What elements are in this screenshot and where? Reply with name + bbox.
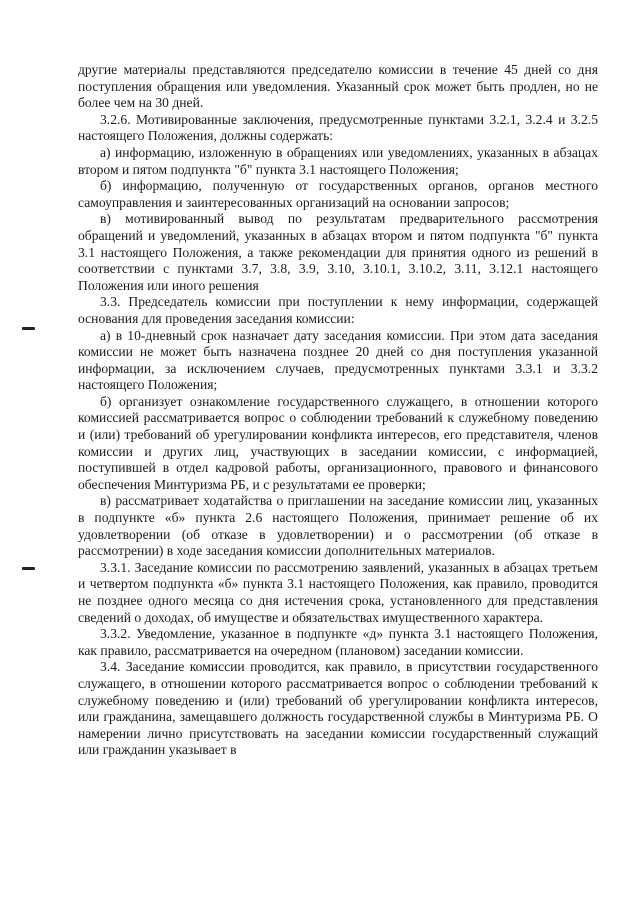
margin-mark (22, 567, 35, 570)
margin-mark (22, 327, 35, 330)
paragraph: 3.3. Председатель комиссии при поступлении к нему информации, содержащей основания для проведения заседания комиссии: (78, 294, 598, 326)
paragraph: в) мотивированный вывод по результатам предварительного рассмотрения обращений и уведомлений, указанных в абзацах втором и пятом подпункта "б" пункта 3.1 настоящего Положения, а также рекомендации для принятия одного из решений в соответствии с пунктами 3.7, 3.8, 3.9, 3.10, 3.10.1, 3.10.2, 3.11, 3.12.1 настоящего Положения или иного решения (78, 211, 598, 293)
paragraph: б) организует ознакомление государственного служащего, в отношении которого комиссией рассматривается вопрос о соблюдении требований к служебному поведению и (или) требований об урегулировании конфликта интересов, его представителя, членов комиссии и других лиц, участвующих в заседании комиссии, с информацией, поступившей в отдел кадровой работы, организационного, правового и финансового обеспечения Минтуризма РБ, и с результатами ее проверки; (78, 393, 598, 492)
paragraph: а) в 10-дневный срок назначает дату заседания комиссии. При этом дата заседания комиссии не может быть назначена позднее 20 дней со дня поступления указанной информации, за исключением случаев, предусмотренных пунктами 3.3.1 и 3.3.2 настоящего Положения; (78, 327, 598, 393)
paragraph: 3.3.2. Уведомление, указанное в подпункте «д» пункта 3.1 настоящего Положения, как правило, рассматривается на очередном (плановом) заседании комиссии. (78, 626, 598, 658)
paragraph: 3.2.6. Мотивированные заключения, предусмотренные пунктами 3.2.1, 3.2.4 и 3.2.5 настоящего Положения, должны содержать: (78, 111, 598, 144)
paragraph: другие материалы представляются председателю комиссии в течение 45 дней со дня поступления обращения или уведомления. Указанный срок может быть продлен, но не более чем на 30 дней. (78, 62, 598, 111)
paragraph: б) информацию, полученную от государственных органов, органов местного самоуправления и заинтересованных организаций на основании запросов; (78, 178, 598, 210)
paragraph: 3.3.1. Заседание комиссии по рассмотрению заявлений, указанных в абзацах третьем и четвертом подпункта «б» пункта 3.1 настоящего Положения, как правило, проводится не позднее одного месяца со дня истечения срока, установленного для представления сведений о доходах, об имуществе и обязательствах имущественного характера. (78, 559, 598, 625)
paragraph: в) рассматривает ходатайства о приглашении на заседание комиссии лиц, указанных в подпункте «б» пункта 2.6 настоящего Положения, принимает решение об их удовлетворении (об отказе в удовлетворении) и о рассмотрении (об отказе в рассмотрении) в ходе заседания комиссии дополнительных материалов. (78, 493, 598, 559)
paragraph: а) информацию, изложенную в обращениях или уведомлениях, указанных в абзацах втором и пятом подпункта "б" пункта 3.1 настоящего Положения; (78, 144, 598, 177)
paragraph: 3.4. Заседание комиссии проводится, как правило, в присутствии государственного служащего, в отношении которого рассматривается вопрос о соблюдении требований к служебному поведению и (или) требований об урегулировании конфликта интересов, или гражданина, замещавшего должность государственной службы в Минтуризма РБ. О намерении лично присутствовать на заседании комиссии государственный служащий или гражданин указывает в (78, 659, 598, 758)
document-body (78, 62, 598, 759)
